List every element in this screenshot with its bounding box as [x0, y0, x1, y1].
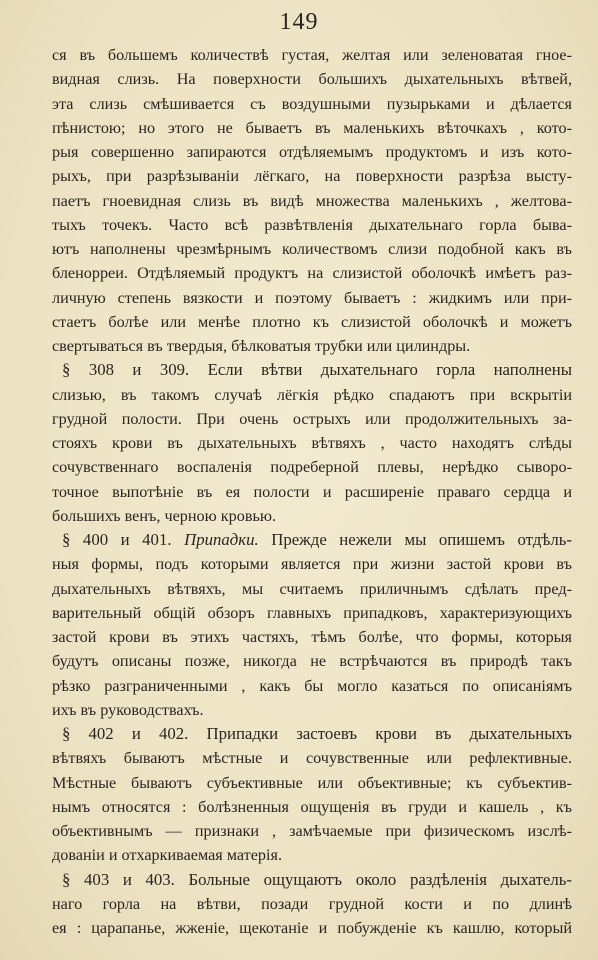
text-line: стояхъ крови въ дыхательныхъ вѣтвяхъ , часто находятъ слѣды [52, 434, 572, 452]
text-line: ея : царапанье, жженіе, щекотаніе и побужденіе къ кашлю, который [52, 919, 572, 937]
text-line: стаетъ болѣе или менѣе плотно къ слизистой оболочкѣ и можетъ [52, 312, 572, 331]
body-text [52, 43, 572, 940]
text-line: нымъ относятся : болѣзненныя ощущенія въ груди и кашель , къ [52, 797, 572, 816]
text-line: наго горла на вѣтви, позади грудной кости и по длинѣ [52, 894, 572, 913]
paragraph-start-line [52, 528, 572, 552]
text-line: грудной полости. При очень острыхъ или продолжительныхъ за- [52, 409, 572, 428]
text-line: свертываться въ твердыя, бѣлковатыя трубки или цилиндры. [52, 337, 471, 355]
text-line: слизью, въ такомъ случаѣ лёгкія рѣдко спадаютъ при вскрытіи [52, 385, 572, 404]
text-line: точное выпотѣніе въ ея полости и расширеніе праваго сердца и [52, 482, 572, 501]
text-line: застой крови въ этихъ частяхъ, тѣмъ болѣе, что формы, которыя [52, 628, 572, 646]
text-line: ся въ большемъ количествѣ густая, желтая или зеленоватая гное- [52, 46, 572, 64]
text-line: тыхъ точекъ. Часто всѣ развѣтвленія дыхательнаго горла быва- [52, 215, 572, 234]
text-line: ютъ наполнены чрезмѣрнымъ количествомъ слизи подобной какъ въ [52, 240, 572, 258]
section-number: § 400 и 401. [62, 530, 185, 549]
page-number: 149 [279, 9, 319, 35]
text-line: ихъ въ руководствахъ. [52, 700, 204, 719]
text-line: рѣзко разграниченными , какъ бы могло казаться по описаніямъ [52, 676, 572, 695]
text-line: Мѣстные бываютъ субъективные или объективные; къ субъектив- [52, 773, 572, 792]
text-line: рыя совершенно запираются отдѣляемымъ продуктомъ и изъ кото- [52, 143, 572, 161]
text-line: бленорреи. Отдѣляемый продуктъ на слизистой оболочкѣ имѣетъ раз- [52, 264, 572, 283]
text-line: паетъ гноевидная слизь въ видѣ множества маленькихъ , желтова- [52, 191, 572, 210]
paragraph-start-line: § 308 и 309. Если вѣтви дыхательнаго горла наполнены [62, 360, 572, 380]
text-line: эта слизь смѣшивается съ воздушными пузырьками и дѣлается [52, 94, 572, 113]
text-line: пѣнистою; но этого не бываетъ въ маленькихъ вѣточкахъ , кото- [52, 118, 572, 137]
text-line: будутъ описаны позже, никогда не встрѣчаются въ природѣ такъ [52, 652, 572, 671]
paragraph-start-line: § 402 и 402. Припадки застоевъ крови въ дыхательныхъ [62, 724, 572, 743]
text-line: объективнымъ — признаки , замѣчаемые при физическомъ изслѣ- [52, 822, 572, 840]
text-line: рыхъ, при разрѣзываніи лёгкаго, на поверхности разрѣза высту- [52, 167, 572, 186]
text-line: сочувственнаго воспаленія подреберной плевы, нерѣдко сыворо- [52, 458, 572, 477]
text-line: большихъ венъ, черною кровью. [52, 506, 276, 525]
section-heading: Припадки. [184, 530, 259, 549]
text-line: ныя формы, подъ которыми является при жизни застой крови въ [52, 555, 572, 574]
text-line: видная слизь. На поверхности большихъ дыхательныхъ вѣтвей, [52, 70, 572, 89]
text-run: Прежде нежели мы опишемъ отдѣль- [258, 530, 572, 549]
text-line: варительный общій обзоръ главныхъ припадковъ, характеризующихъ [52, 603, 572, 622]
text-line: вѣтвяхъ бываютъ мѣстные и сочувственные или рефлективные. [52, 749, 572, 768]
paragraph-start-line: § 403 и 403. Больные ощущаютъ около раздѣленія дыхатель- [62, 869, 572, 889]
text-line: дованіи и отхаркиваемая матерія. [52, 846, 283, 865]
text-line: личную степень вязкости и поэтому бываетъ : жидкимъ или при- [52, 288, 572, 307]
text-line: дыхательныхъ вѣтвяхъ, мы считаемъ приличнымъ сдѣлать пред- [52, 579, 572, 598]
